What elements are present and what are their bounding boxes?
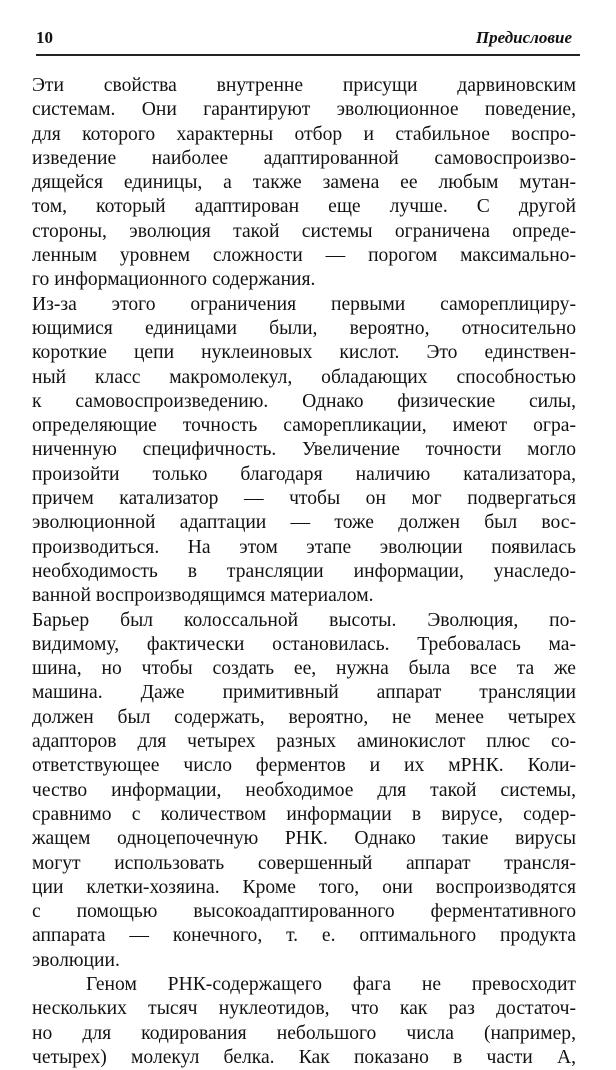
text-line: шина, но чтобы создать ее, нужна была все та же	[32, 658, 576, 680]
paragraph	[32, 609, 576, 973]
text-line: Эти свойства внутренне присущи дарвиновским	[32, 75, 576, 96]
text-line: нескольких тысяч нуклеотидов, что как раз достаточ-	[32, 998, 576, 1020]
paragraph	[32, 293, 576, 609]
text-line: системам. Они гарантируют эволюционное поведение,	[32, 99, 576, 121]
text-line: производиться. На этом этапе эволюции появилась	[32, 536, 576, 558]
text-line: жащем одноцепочечную РНК. Однако такие вирусы	[32, 828, 576, 850]
text-line: Геном РНК-содержащего фага не превосходит	[86, 973, 576, 995]
text-line: стороны, эволюция такой системы ограничена опреде-	[32, 220, 576, 242]
text-line: должен был содержать, вероятно, не менее четырех	[32, 706, 576, 728]
text-line: дящейся единицы, а также замена ее любым мутан-	[32, 172, 576, 194]
paragraph	[32, 973, 576, 1070]
text-line: могут использовать совершенный аппарат трансля-	[32, 852, 576, 874]
running-header	[36, 24, 580, 56]
text-line: ющимися единицами были, вероятно, относительно	[32, 317, 576, 339]
text-line: произойти только благодаря наличию катализатора,	[32, 463, 576, 485]
text-line: к самовоспроизведению. Однако физические силы,	[32, 390, 576, 412]
text-line: аппарата — конечного, т. е. оптимального продукта	[32, 925, 576, 947]
paragraph	[32, 74, 576, 293]
running-title: Предисловие	[475, 28, 572, 47]
text-line: Барьер был колоссальной высоты. Эволюция, по-	[32, 609, 576, 631]
text-line: Из-за этого ограничения первыми самореплициру-	[32, 293, 576, 315]
text-line: короткие цепи нуклеиновых кислот. Это единствен-	[32, 342, 576, 364]
text-line: изведение наиболее адаптированной самовоспроизво-	[32, 147, 576, 169]
text-line: определяющие точность саморепликации, имеют огра-	[32, 415, 576, 437]
text-line: ленным уровнем сложности — порогом максимально-	[32, 245, 576, 267]
page-number: 10	[36, 28, 53, 47]
text-line: четырех) молекул белка. Как показано в части А,	[32, 1046, 576, 1068]
text-line: го информационного содержания.	[32, 269, 316, 291]
text-line: машина. Даже примитивный аппарат трансляции	[32, 682, 576, 704]
text-line: ванной воспроизводящимся материалом.	[32, 585, 374, 607]
text-line: ный класс макромолекул, обладающих способностью	[32, 366, 576, 388]
text-line: эволюционной адаптации — тоже должен был вос-	[32, 512, 576, 534]
text-line: видимому, фактически остановилась. Требовалась ма-	[32, 633, 576, 655]
text-line: адапторов для четырех разных аминокислот плюс со-	[32, 731, 576, 753]
text-line: с помощью высокоадаптированного ферментативного	[32, 901, 576, 923]
text-line: сравнимо с количеством информации в вирусе, содер-	[32, 803, 576, 825]
text-line: причем катализатор — чтобы он мог подвергаться	[32, 488, 576, 510]
body-text	[32, 74, 576, 1070]
text-line: ниченную специфичность. Увеличение точности могло	[32, 439, 576, 461]
text-line: но для кодирования небольшого числа (например,	[32, 1022, 576, 1044]
text-line: ции клетки-хозяина. Кроме того, они воспроизводятся	[32, 876, 576, 898]
text-line: эволюции.	[32, 949, 120, 971]
text-line: необходимость в трансляции информации, унаследо-	[32, 560, 576, 582]
text-line: ответствующее число ферментов и их мРНК. Коли-	[32, 755, 576, 777]
text-line: чество информации, необходимое для такой системы,	[32, 779, 576, 801]
text-line: для которого характерны отбор и стабильное воспро-	[32, 123, 576, 145]
text-line: том, который адаптирован еще лучше. С другой	[32, 196, 576, 218]
